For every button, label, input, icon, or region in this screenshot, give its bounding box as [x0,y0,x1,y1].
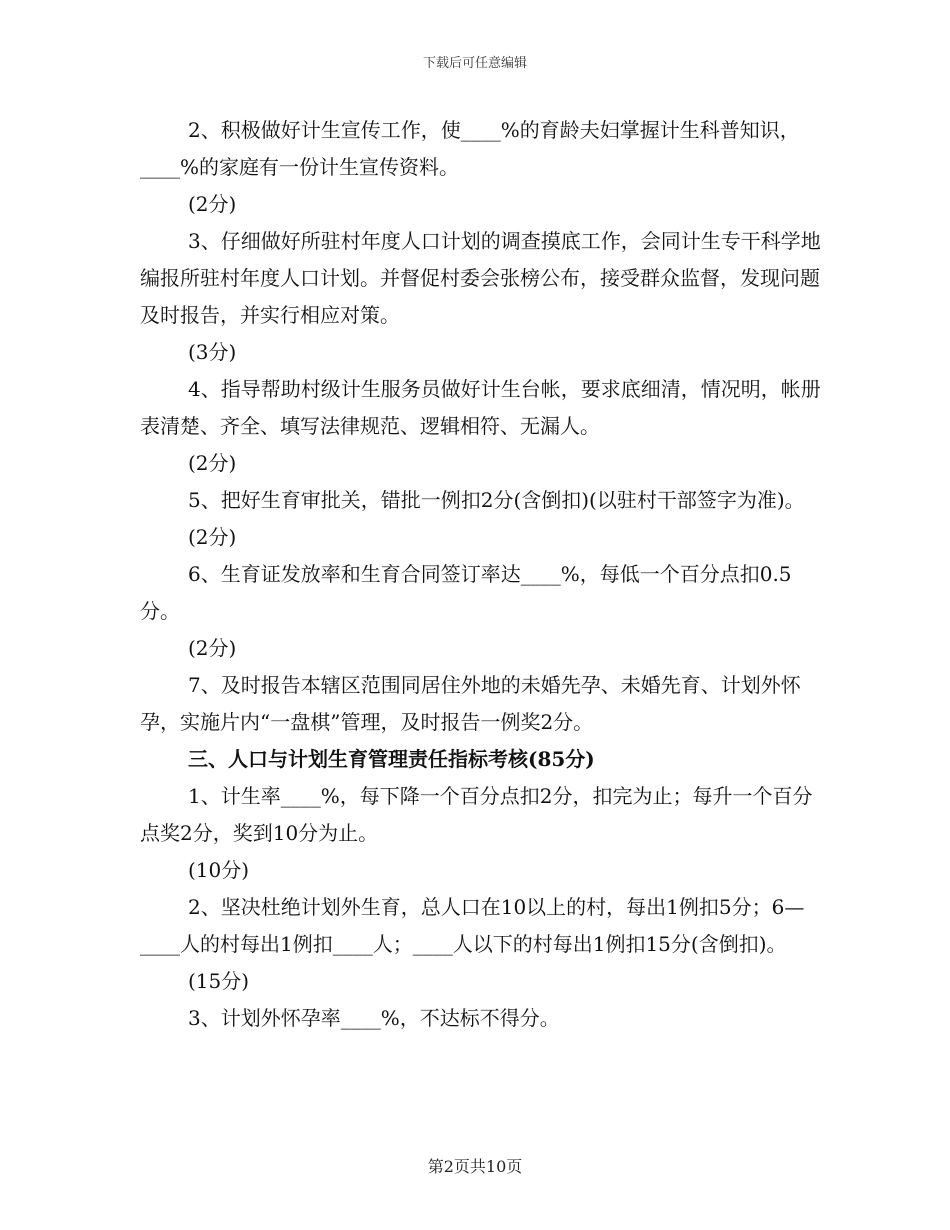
page-footer: 第2页共10页 [427,1157,523,1176]
item-2-publicity: 2、积极做好计生宣传工作，使____%的育龄夫妇掌握计生科普知识，____%的家庭有一份计生宣传资料。 [140,118,800,179]
score-item-6: (2分) [188,636,237,660]
item-5-approval: 5、把好生育审批关，错批一例扣2分(含倒扣)(以驻村干部签字为准)。 [188,488,805,512]
score-item-2: (2分) [188,192,237,216]
item-3-population-plan: 3、仔细做好所驻村年度人口计划的调查摸底工作，会同计生专干科学地编报所驻村年度人口计划。并督促村委会张榜公布，接受群众监督，发现问题及时报告，并实行相应对策。 [140,229,821,327]
score-section3-item-2: (15分) [188,969,250,993]
score-section3-item-1: (10分) [188,858,250,882]
item-4-ledger: 4、指导帮助村级计生服务员做好计生台帐，要求底细清，情况明，帐册表清楚、齐全、填写法律规范、逻辑相符、无漏人。 [140,377,821,438]
section-heading-3: 三、人口与计划生育管理责任指标考核(85分) [188,747,595,771]
score-item-5: (2分) [188,525,237,549]
section3-item-2: 2、坚决杜绝计划外生育，总人口在10以上的村，每出1例扣5分；6—____人的村每出1例扣____人；____人以下的村每出1例扣15分(含倒扣)。 [140,895,805,956]
page-header: 下载后可任意编辑 [422,56,527,71]
section3-item-3: 3、计划外怀孕率____%，不达标不得分。 [188,1006,560,1030]
item-7-report: 7、及时报告本辖区范围同居住外地的未婚先孕、未婚先育、计划外怀孕，实施片内“一盘棋”管理，及时报告一例奖2分。 [140,673,801,734]
item-6-certificate-rate: 6、生育证发放率和生育合同签订率达____%，每低一个百分点扣0.5分。 [140,562,792,623]
score-item-4: (2分) [188,451,237,475]
document-body [140,112,830,1037]
score-item-3: (3分) [188,340,237,364]
section3-item-1: 1、计生率____%，每下降一个百分点扣2分，扣完为止；每升一个百分点奖2分，奖到10分为止。 [140,784,813,845]
